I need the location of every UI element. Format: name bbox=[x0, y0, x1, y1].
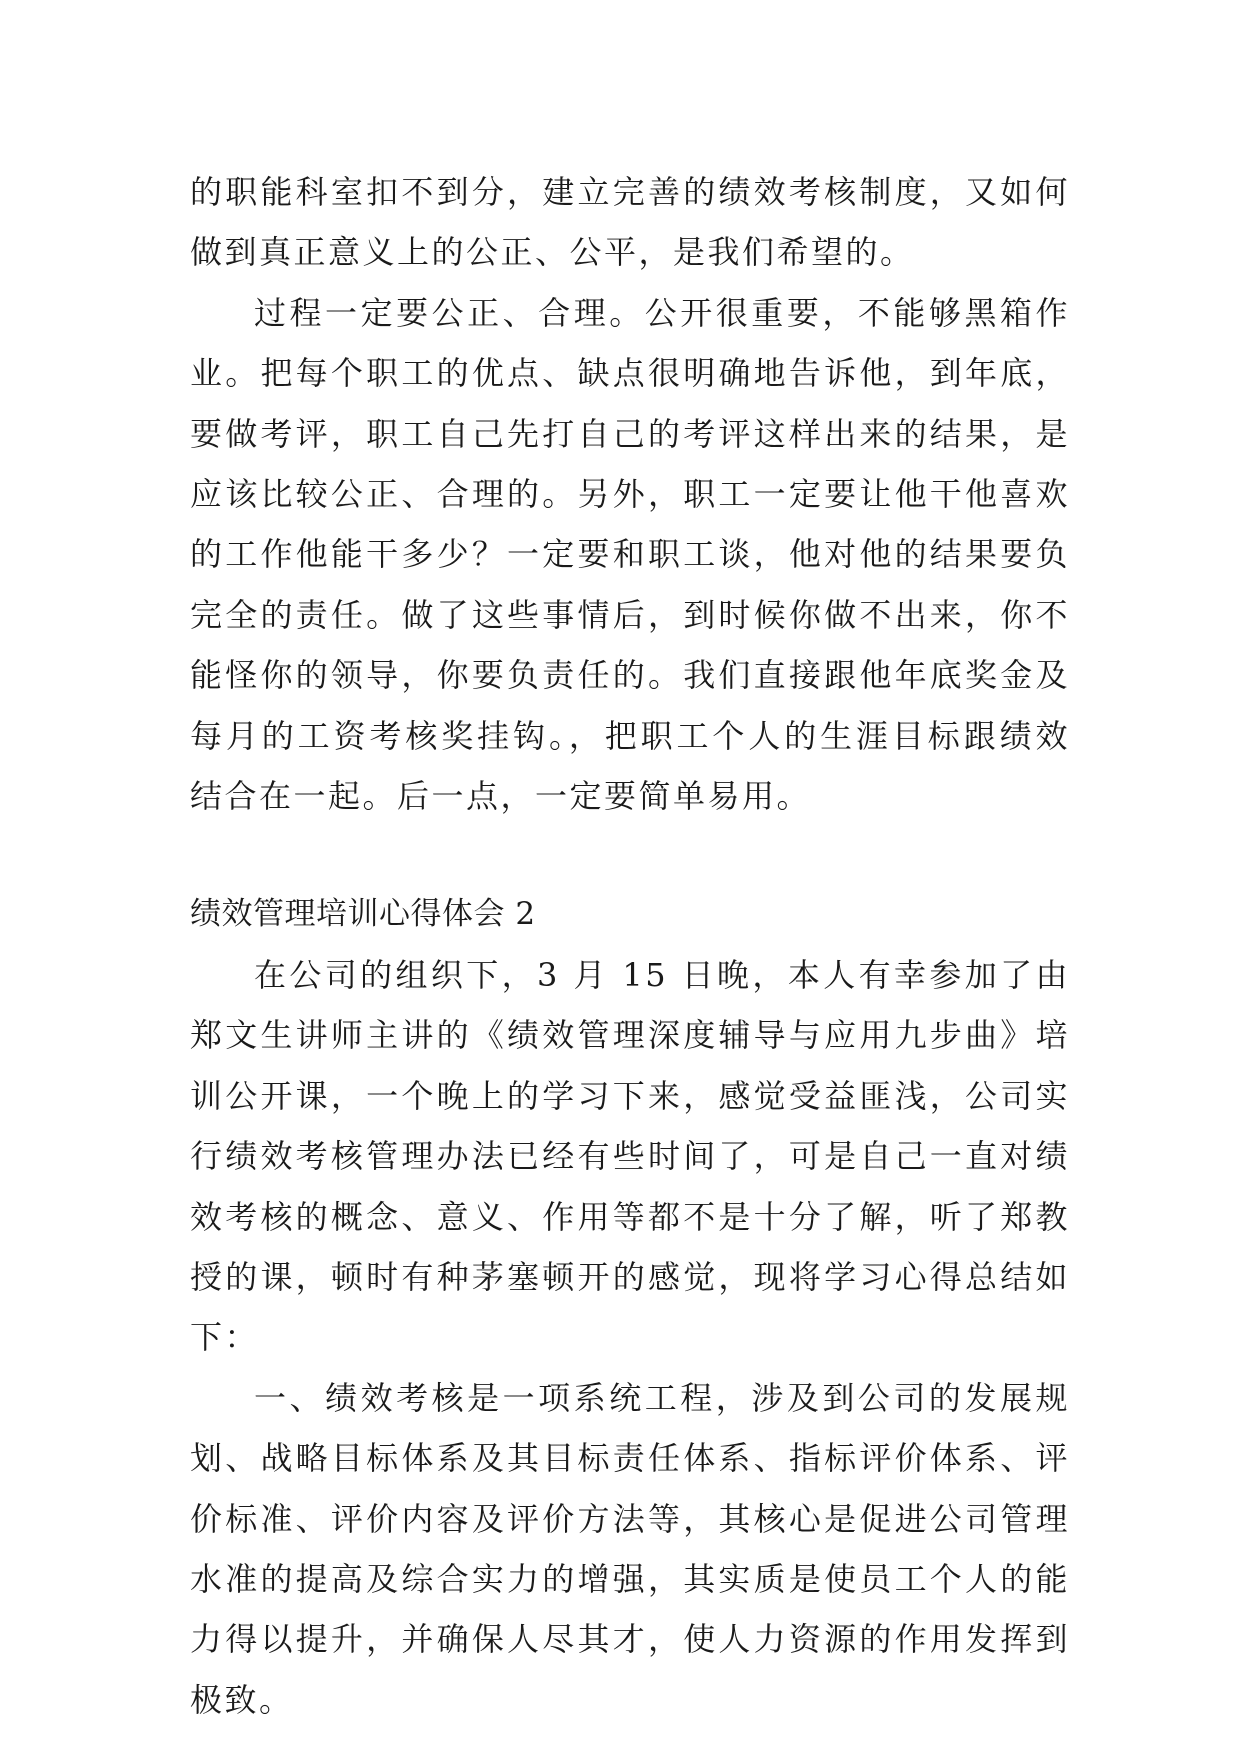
document-body bbox=[190, 162, 1070, 1730]
paragraph-process-fairness: 过程一定要公正、合理。公开很重要，不能够黑箱作业。把每个职工的优点、缺点很明确地告诉他，到年底，要做考评，职工自己先打自己的考评这样出来的结果，是应该比较公正、合理的。另外，职工一定要让他干他喜欢的工作他能干多少？一定要和职工谈，他对他的结果要负完全的责任。做了这些事情后，到时候你做不出来，你不能怪你的领导，你要负责任的。我们直接跟他年底奖金及每月的工资考核奖挂钩。，把职工个人的生涯目标跟绩效结合在一起。后一点，一定要简单易用。 bbox=[190, 293, 1070, 816]
section-title: 绩效管理培训心得体会 2 bbox=[190, 896, 536, 933]
continuation-paragraph: 的职能科室扣不到分，建立完善的绩效考核制度，又如何做到真正意义上的公正、公平，是我们希望的。 bbox=[190, 173, 1070, 272]
paragraph-point-one: 一、绩效考核是一项系统工程，涉及到公司的发展规划、战略目标体系及其目标责任体系、指标评价体系、评价标准、评价内容及评价方法等，其核心是促进公司管理水准的提高及综合实力的增强，其实质是使员工个人的能力得以提升，并确保人尽其才，使人力资源的作用发挥到极致。 bbox=[190, 1378, 1070, 1719]
paragraph-training-intro: 在公司的组织下，3 月 15 日晚，本人有幸参加了由郑文生讲师主讲的《绩效管理深度辅导与应用九步曲》培训公开课，一个晚上的学习下来，感觉受益匪浅，公司实行绩效考核管理办法已经有些时间了，可是自己一直对绩效考核的概念、意义、作用等都不是十分了解，听了郑教授的课，顿时有种茅塞顿开的感觉，现将学习心得总结如下： bbox=[190, 955, 1070, 1357]
